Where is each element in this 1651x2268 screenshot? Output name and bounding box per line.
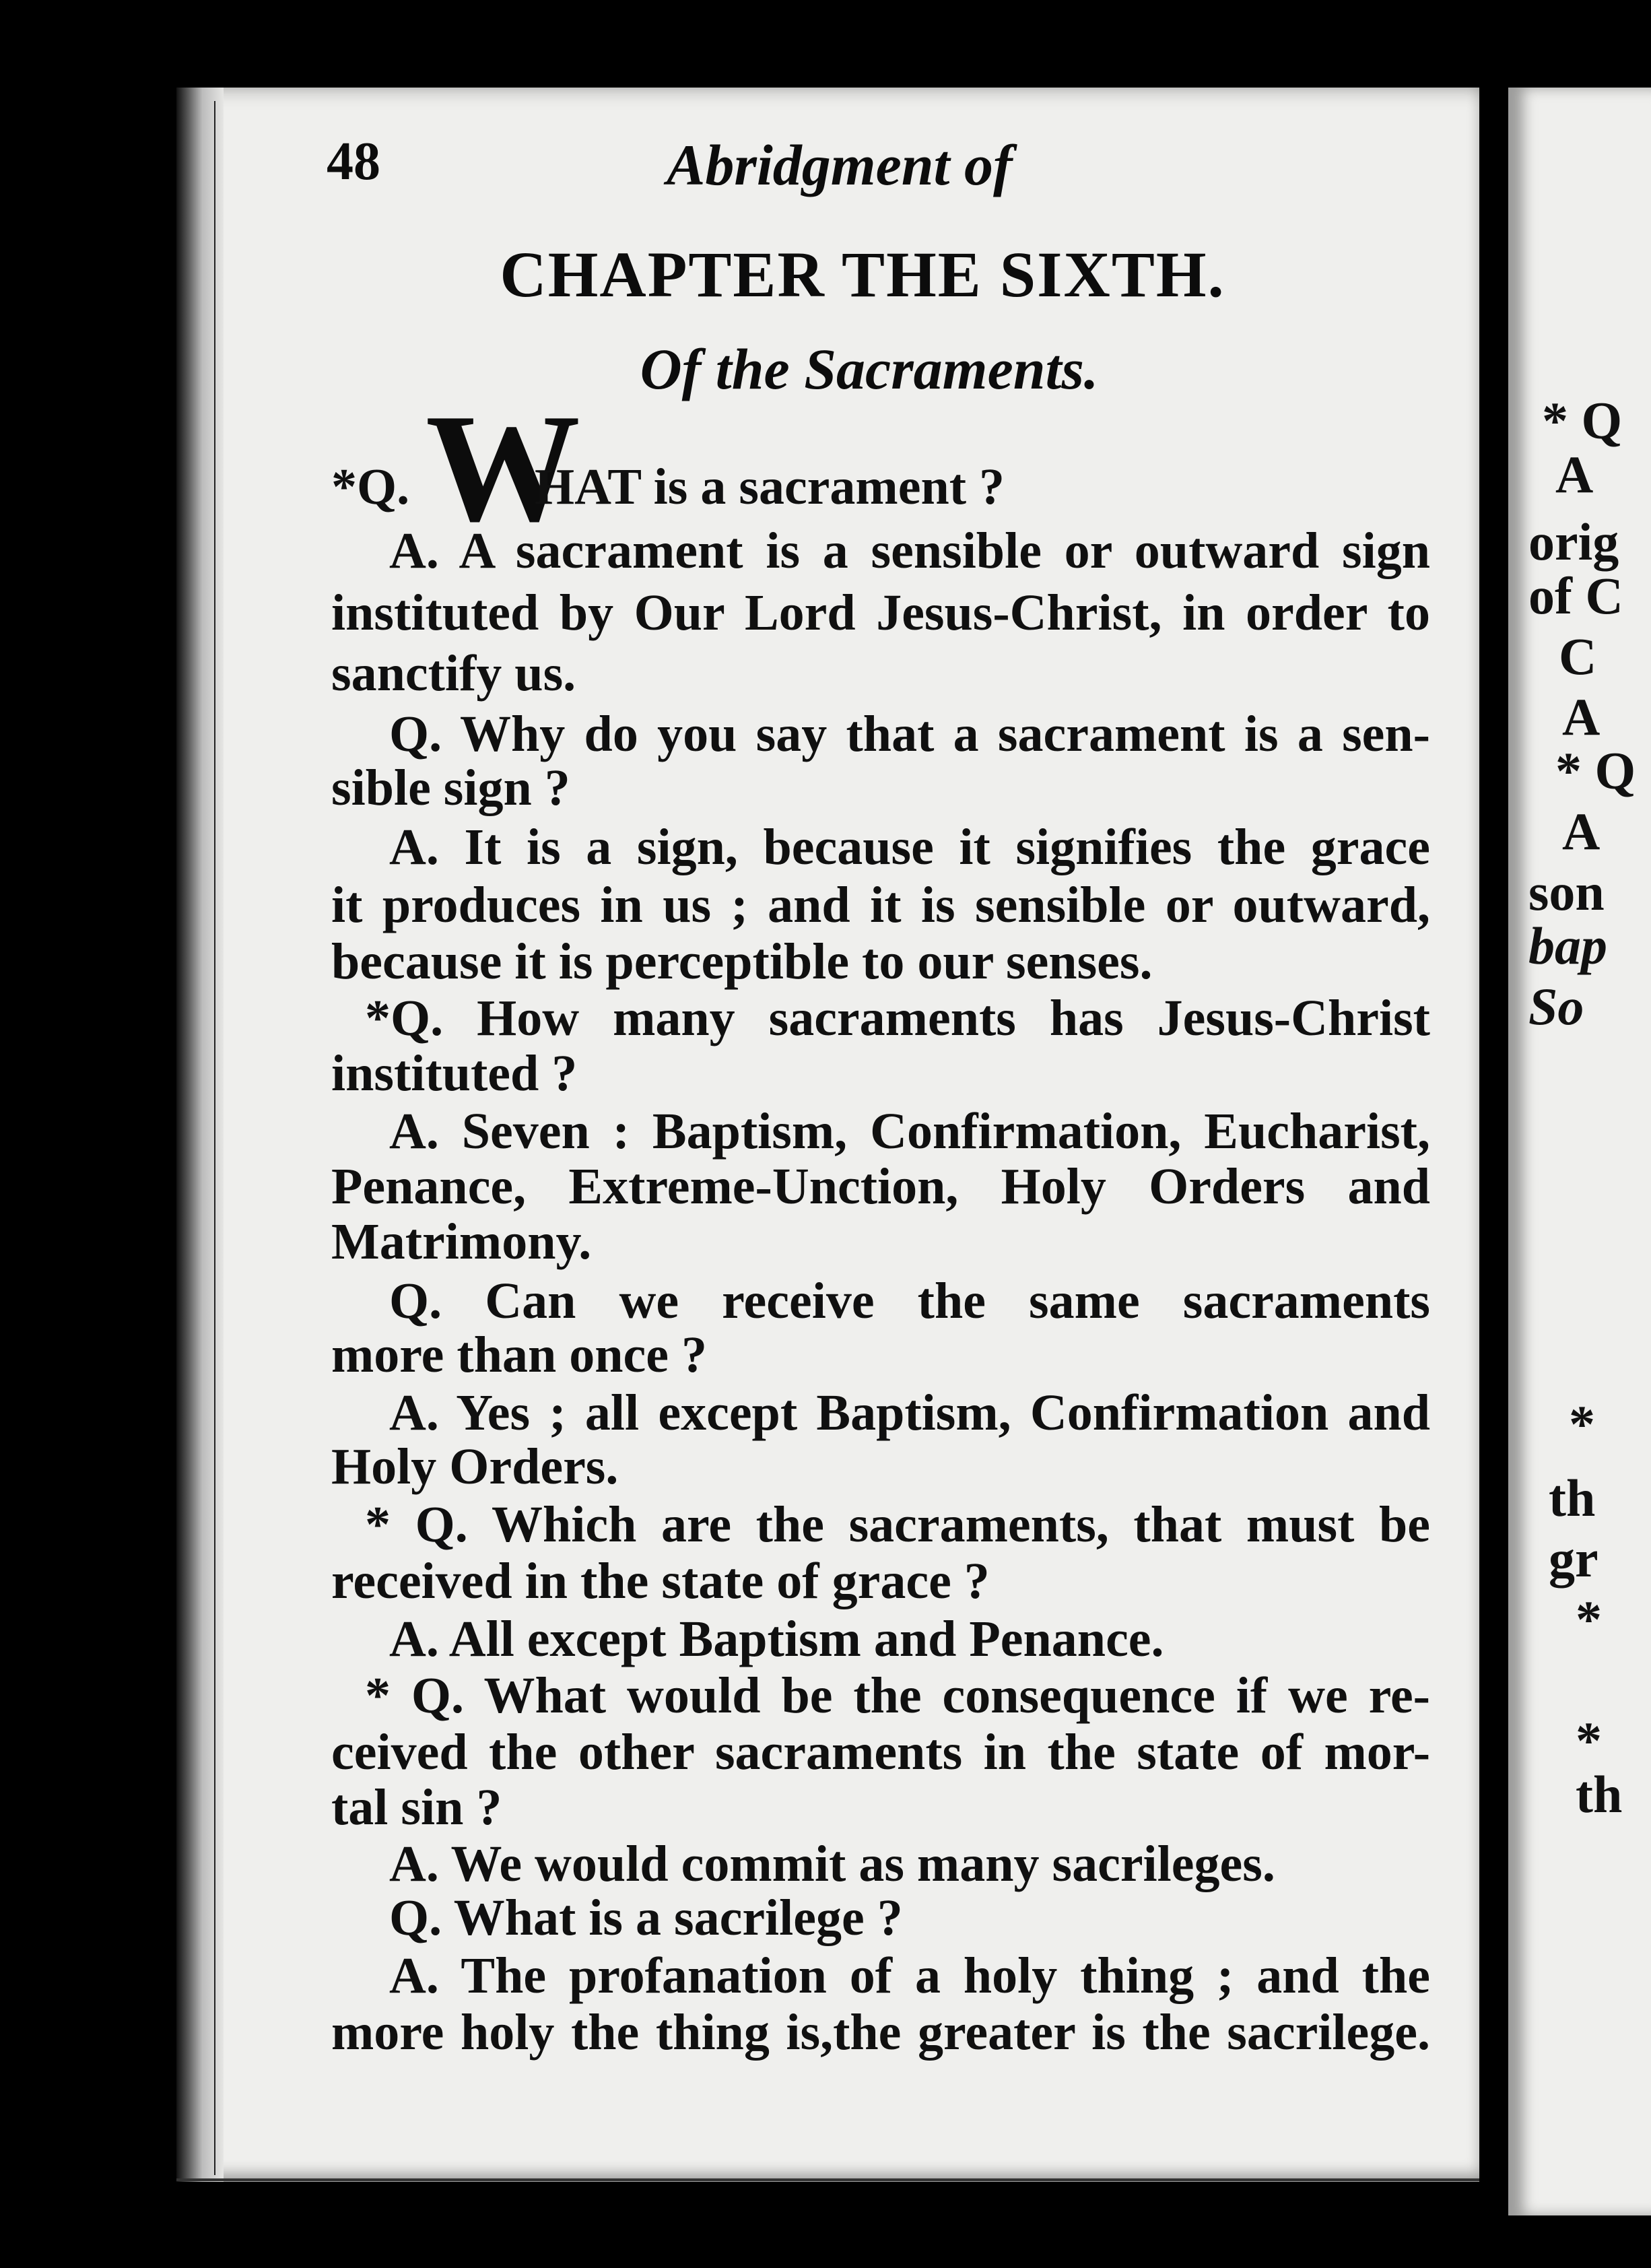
facing-page-fragment: A <box>1562 802 1601 861</box>
drop-cap: W <box>426 382 580 554</box>
text-line: *Q. How many sacraments has Jesus-Christ <box>365 990 1430 1046</box>
text-line: it produces in us ; and it is sensible or outward, <box>331 877 1430 933</box>
text-line: received in the state of grace ? <box>331 1553 990 1609</box>
question-text: HAT is a sacrament ? <box>535 459 1005 515</box>
question-marker: *Q. <box>331 459 410 515</box>
page-number: 48 <box>327 132 380 191</box>
text-line: A. A sacrament is a sensible or outward sign <box>389 523 1430 579</box>
text-line: Penance, Extreme-Unction, Holy Orders and <box>331 1158 1430 1215</box>
text-line: tal sin ? <box>331 1779 502 1836</box>
running-head <box>0 131 1651 205</box>
facing-page-fragment: son <box>1528 863 1605 921</box>
facing-page-fragment: * <box>1569 1395 1595 1453</box>
text-line: A. The profanation of a holy thing ; and the <box>389 1947 1430 2004</box>
facing-page-fragment: * Q <box>1555 741 1636 800</box>
text-line: instituted ? <box>331 1045 578 1102</box>
page-bottom-edge <box>176 2178 1479 2181</box>
facing-page-fragment: A <box>1555 445 1594 504</box>
facing-page-fragment: gr <box>1549 1529 1598 1588</box>
text-line: sible sign ? <box>331 760 570 816</box>
facing-page-fragment: orig <box>1528 512 1619 571</box>
facing-page-fragment: C <box>1559 627 1597 686</box>
text-line: * Q. What would be the consequence if we re- <box>365 1667 1430 1724</box>
text-line: because it is perceptible to our senses. <box>331 933 1153 990</box>
facing-page-fragment: So <box>1528 977 1584 1036</box>
text-line: Holy Orders. <box>331 1438 619 1495</box>
facing-page-fragment: bap <box>1528 916 1607 975</box>
text-line: A. We would commit as many sacrileges. <box>389 1836 1275 1892</box>
facing-page-fragment: th <box>1549 1469 1596 1527</box>
facing-page-fragment: A <box>1562 688 1601 746</box>
facing-page-edge <box>1508 88 1651 2215</box>
facing-page-fragment: * <box>1576 1711 1602 1770</box>
text-line: Q. Why do you say that a sacrament is a sen- <box>389 706 1430 762</box>
facing-page-fragment: * Q <box>1542 391 1623 450</box>
text-line: ceived the other sacraments in the state of mor- <box>331 1724 1430 1780</box>
text-line: Q. What is a sacrilege ? <box>389 1890 903 1946</box>
text-line: instituted by Our Lord Jesus-Christ, in order to <box>331 585 1430 641</box>
text-line: Q. Can we receive the same sacraments <box>389 1273 1430 1329</box>
chapter-heading: CHAPTER THE SIXTH. <box>500 238 1225 310</box>
text-line: A. Seven : Baptism, Confirmation, Eucharist, <box>389 1103 1430 1160</box>
chapter-subtitle: Of the Sacraments. <box>640 337 1099 401</box>
text-line: A. It is a sign, because it signifies the grace <box>389 819 1430 875</box>
margin-rule <box>214 101 215 2175</box>
text-line: more than once ? <box>331 1327 707 1383</box>
text-line: A. All except Baptism and Penance. <box>389 1611 1164 1667</box>
facing-page-fragment: th <box>1576 1765 1623 1824</box>
text-line: A. Yes ; all except Baptism, Confirmation and <box>389 1385 1430 1441</box>
facing-page-fragment: of C <box>1528 566 1623 625</box>
running-title: Abridgment of <box>667 133 1013 197</box>
facing-page-fragment: * <box>1576 1590 1602 1648</box>
first-question <box>331 458 1005 516</box>
text-line: Matrimony. <box>331 1213 592 1270</box>
text-line: sanctify us. <box>331 645 576 702</box>
text-line: more holy the thing is,the greater is the sacrilege. <box>331 2004 1430 2061</box>
text-line: * Q. Which are the sacraments, that must be <box>365 1496 1430 1553</box>
